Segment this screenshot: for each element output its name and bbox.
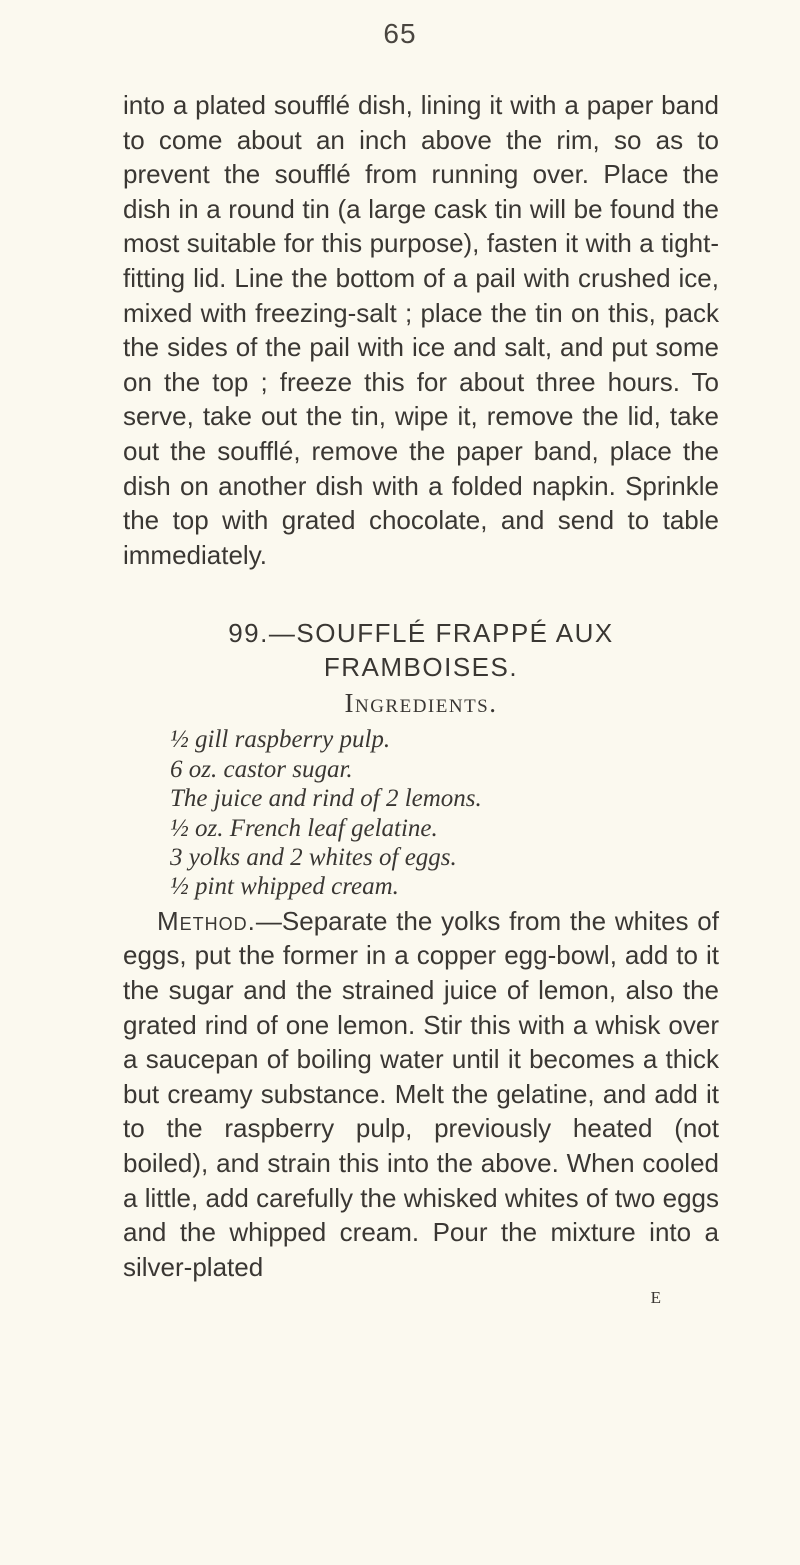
continuation-paragraph: into a plated soufflé dish, lining it with a paper band to come about an inch above the rim, so as to prevent the soufflé from running over. Place the dish in a round tin (a large cask tin will be found the most suitable for this purpose), fasten it with a tight-fitting lid. Line the bottom of a pail with crushed ice, mixed with freezing-salt ; place the tin on this, pack the sides of the pail with ice and salt, and put some on the top ; freeze this for about three hours. To serve, take out the tin, wipe it, remove the lid, take out the soufflé, remove the paper band, place the dish on another dish with a folded napkin. Sprinkle the top with grated chocolate, and send to table immediately. bbox=[123, 90, 719, 570]
ingredient-item: The juice and rind of 2 lemons. bbox=[170, 785, 482, 813]
page-number: 65 bbox=[383, 18, 417, 49]
ingredients-heading: Ingredients. bbox=[344, 688, 498, 719]
ingredient-list bbox=[123, 725, 719, 901]
ingredient-item: ½ gill raspberry pulp. bbox=[170, 726, 391, 754]
method-text: —Separate the yolks from the whites of eggs, put the former in a copper egg-bowl, add to it the sugar and the strained juice of lemon, also the grated rind of one lemon. Stir this with a whisk over a saucepan of boiling water until it becomes a thick but creamy substance. Melt the gelatine, and add it to the raspberry pulp, previously heated (not boiled), and strain this into the above. When cooled a little, add carefully the whisked whites of two eggs and the whipped cream. Pour the mixture into a silver-plated bbox=[123, 905, 719, 1282]
ingredient-item: ½ pint whipped cream. bbox=[170, 873, 399, 901]
ingredient-item: 3 yolks and 2 whites of eggs. bbox=[170, 843, 457, 871]
recipe-title bbox=[123, 616, 719, 684]
ingredient-item: 6 oz. castor sugar. bbox=[170, 755, 353, 783]
recipe-title-line2: FRAMBOISES. bbox=[323, 652, 519, 683]
ingredient-item: ½ oz. French leaf gelatine. bbox=[170, 814, 438, 842]
recipe-title-line1: 99.—SOUFFLÉ FRAPPÉ AUX bbox=[228, 618, 614, 649]
text-column bbox=[123, 88, 719, 1308]
method-label: Method. bbox=[157, 905, 256, 936]
signature-mark: E bbox=[650, 1288, 661, 1308]
method-paragraph bbox=[123, 904, 719, 1285]
